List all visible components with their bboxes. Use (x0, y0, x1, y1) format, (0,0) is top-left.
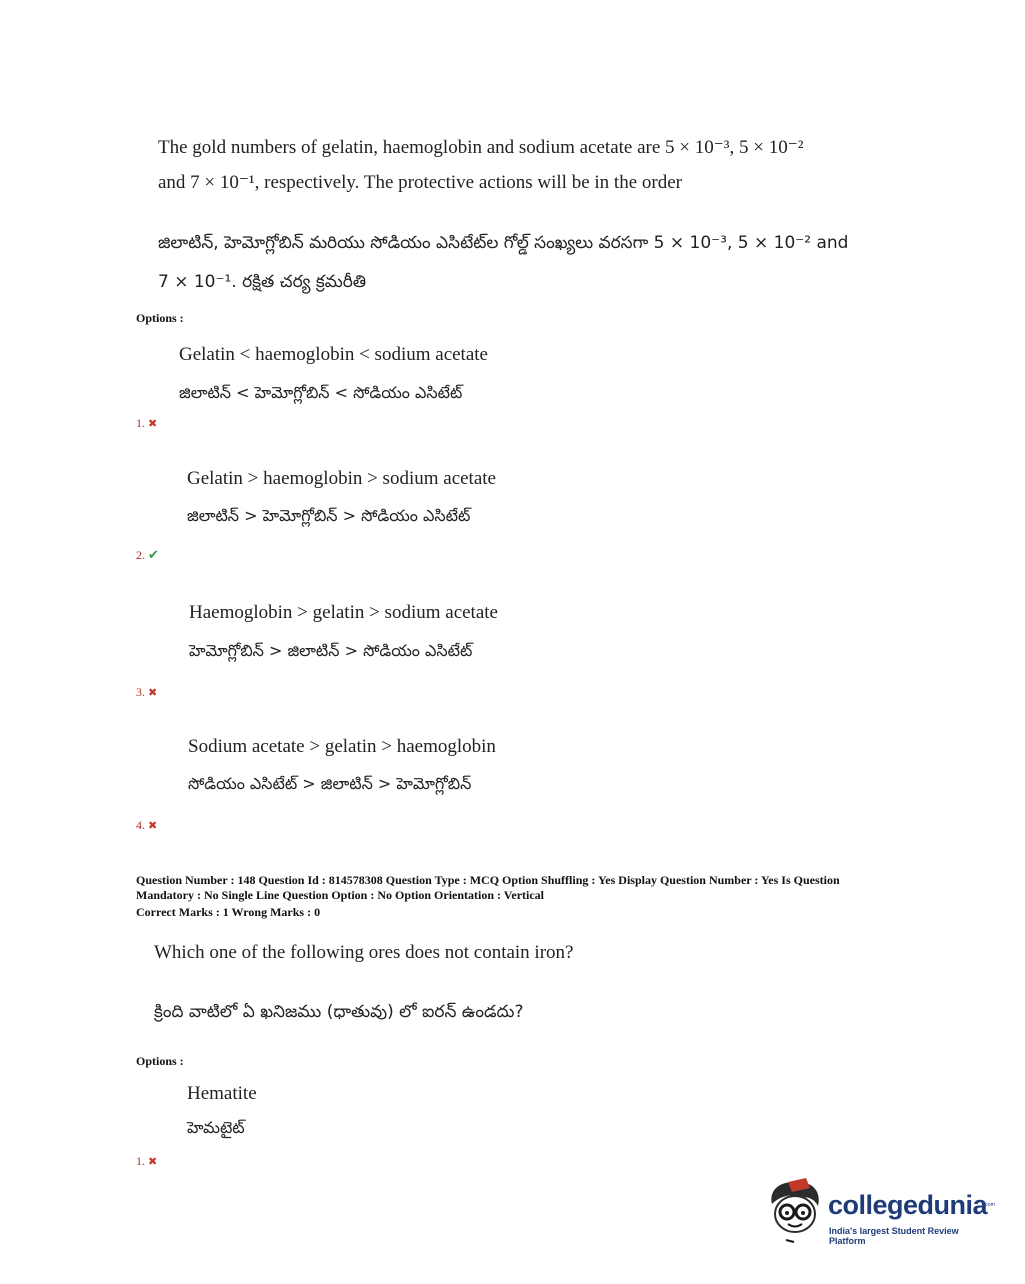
option-2-number (136, 547, 159, 563)
option-4-te: సోడియం ఎసిటేట్ > జిలాటిన్ > హెమోగ్లోబిన్ (188, 774, 472, 793)
cross-icon: ✖ (148, 687, 158, 699)
question-148-te: క్రింది వాటిలో ఏ ఖనిజము (ధాతువు) లో ఐరన్ ఉండదు? (154, 1002, 524, 1022)
option-3-en: Haemoglobin > gelatin > sodium acetate (189, 602, 498, 623)
option-2-te: జిలాటిన్ > హెమోగ్లోబిన్ > సోడియం ఎసిటేట్ (187, 506, 471, 525)
option-number: 1. (136, 416, 145, 430)
option-1-number (136, 1154, 157, 1169)
logo-domain: .com (984, 1202, 995, 1208)
option-number: 1. (136, 1154, 145, 1168)
option-2-en: Gelatin > haemoglobin > sodium acetate (187, 468, 496, 489)
cross-icon: ✖ (148, 418, 158, 430)
option-4-number (136, 818, 157, 833)
options-label: Options : (136, 1054, 184, 1068)
cross-icon: ✖ (148, 1156, 158, 1168)
option-1-en: Gelatin < haemoglobin < sodium acetate (179, 344, 488, 365)
meta-line-1: Question Number : 148 Question Id : 814578308 Question Type : MCQ Option Shuffling : Yes Display Question Number : Yes Is Question (136, 873, 840, 887)
option-1-te: జిలాటిన్ < హెమోగ్లోబిన్ < సోడియం ఎసిటేట్ (179, 383, 463, 402)
option-1-te: హెమటైట్ (187, 1118, 245, 1137)
question-147-te-line1: జిలాటిన్, హెమోగ్లోబిన్ మరియు సోడియం ఎసిటేట్‌ల గోల్డ్ సంఖ్యలు వరసగా 5 × 10⁻³, 5 × 10⁻² and (158, 233, 849, 253)
option-3-te: హెమోగ్లోబిన్ > జిలాటిన్ > సోడియం ఎసిటేట్ (189, 641, 473, 660)
option-1-number (136, 416, 157, 431)
option-3-number (136, 685, 157, 700)
meta-line-2: Mandatory : No Single Line Question Option : No Option Orientation : Vertical (136, 888, 545, 902)
check-icon: ✔ (148, 547, 159, 562)
question-148-en: Which one of the following ores does not contain iron? (154, 942, 574, 963)
logo-wordmark: collegedunia (828, 1190, 988, 1220)
cross-icon: ✖ (148, 820, 158, 832)
meta-line-3: Correct Marks : 1 Wrong Marks : 0 (136, 905, 321, 919)
option-number: 4. (136, 818, 145, 832)
option-1-en: Hematite (187, 1083, 257, 1104)
option-4-en: Sodium acetate > gelatin > haemoglobin (188, 736, 496, 757)
logo-tagline: India's largest Student Review Platform (829, 1226, 959, 1246)
collegedunia-logo (766, 1176, 996, 1246)
mascot-icon (766, 1178, 824, 1244)
option-number: 2. (136, 548, 145, 562)
question-147-en-line1: The gold numbers of gelatin, haemoglobin and sodium acetate are 5 × 10⁻³, 5 × 10⁻² (158, 137, 804, 158)
options-label: Options : (136, 311, 184, 325)
question-148-meta (136, 873, 896, 920)
question-147-en-line2: and 7 × 10⁻¹, respectively. The protective actions will be in the order (158, 172, 682, 193)
question-147-te-line2: 7 × 10⁻¹. రక్షిత చర్య క్రమరీతి (158, 272, 367, 292)
option-number: 3. (136, 685, 145, 699)
